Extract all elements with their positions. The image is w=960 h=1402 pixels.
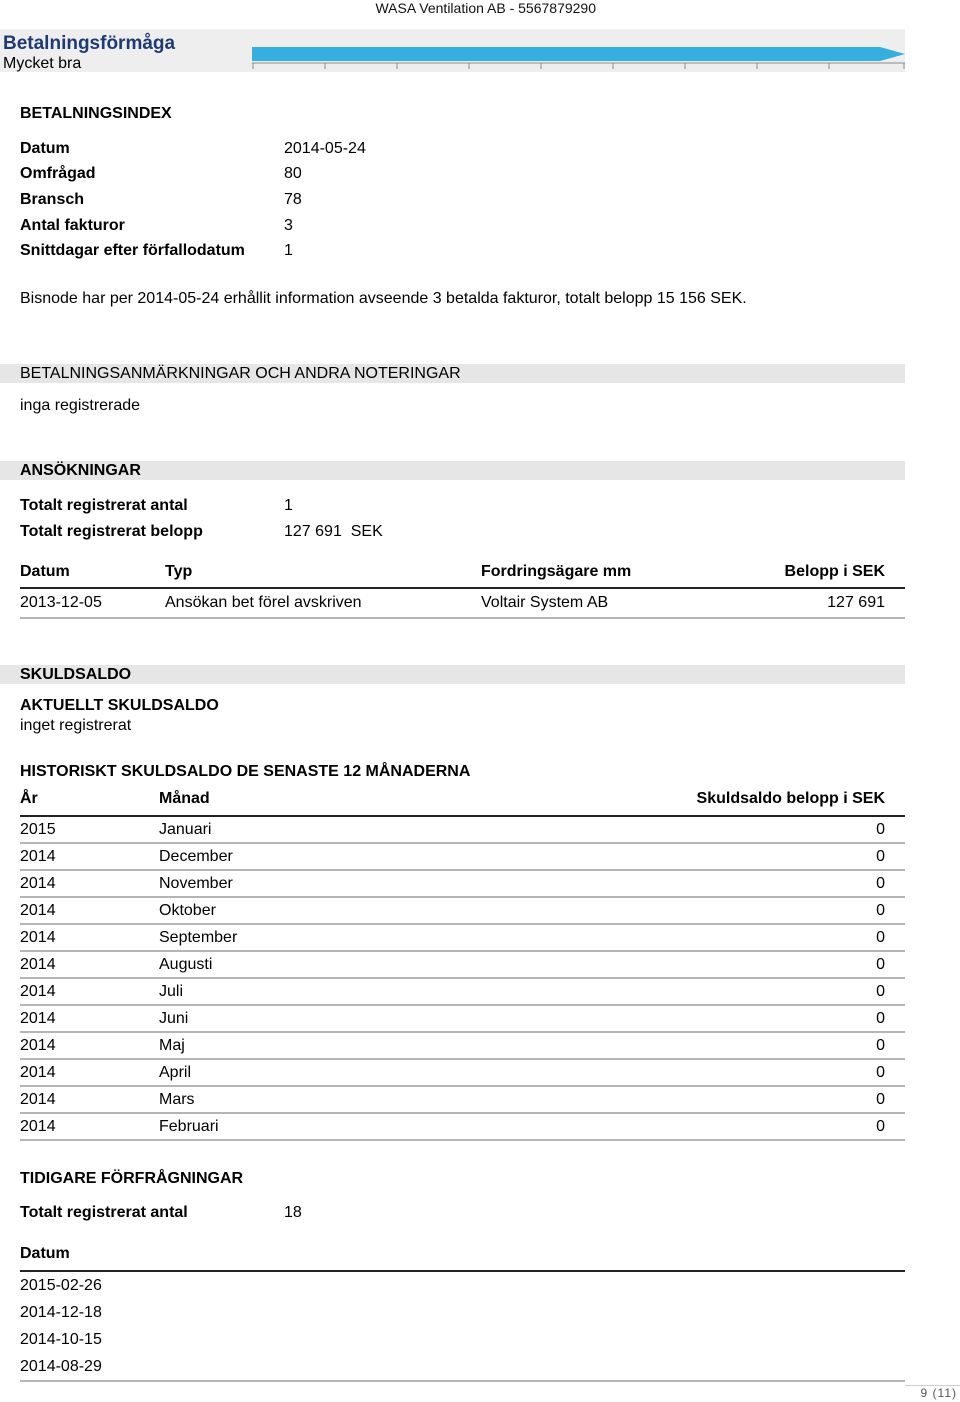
- cell-ar: 2014: [20, 978, 159, 1005]
- forfragningar-count-value: 18: [284, 1204, 302, 1221]
- ansokningar-title: ANSÖKNINGAR: [20, 462, 141, 479]
- index-value-datum: 2014-05-24: [284, 140, 366, 157]
- cell-manad: December: [159, 843, 559, 870]
- cell-belopp: 0: [559, 1059, 905, 1086]
- index-label-omfragad: Omfrågad: [20, 165, 96, 182]
- cell-ar: 2014: [20, 897, 159, 924]
- table-row: [20, 1005, 905, 1032]
- skuldsaldo-rows: [20, 816, 905, 1140]
- cell-manad: April: [159, 1059, 559, 1086]
- index-value-fakturor: 3: [284, 217, 293, 234]
- ansokningar-table: [20, 563, 905, 619]
- payment-ability-rating: Mycket bra: [3, 55, 82, 72]
- cell-manad: Juli: [159, 978, 559, 1005]
- cell-ar: 2014: [20, 1059, 159, 1086]
- index-label-fakturor: Antal fakturor: [20, 217, 125, 234]
- payment-ability-title: Betalningsförmåga: [3, 33, 176, 54]
- cell-ar: 2014: [20, 951, 159, 978]
- cell-manad: Juni: [159, 1005, 559, 1032]
- col-typ: Typ: [165, 563, 193, 580]
- cell-forfragan-datum: 2014-10-15: [20, 1330, 102, 1348]
- cell-manad: Maj: [159, 1032, 559, 1059]
- table-row: [20, 1059, 905, 1086]
- cell-typ: Ansökan bet förel avskriven: [165, 588, 481, 618]
- anmarkningar-title: BETALNINGSANMÄRKNINGAR OCH ANDRA NOTERINGAR: [20, 365, 461, 382]
- cell-manad: Februari: [159, 1113, 559, 1140]
- col-skuldsaldo: Skuldsaldo belopp i SEK: [696, 790, 885, 807]
- cell-manad: November: [159, 870, 559, 897]
- aktuellt-skuldsaldo-title: AKTUELLT SKULDSALDO: [20, 697, 219, 714]
- skuldsaldo-header-row: [20, 790, 905, 816]
- cell-belopp: 0: [559, 1086, 905, 1113]
- cell-ar: 2014: [20, 1005, 159, 1032]
- gauge-ticks: [253, 63, 904, 69]
- cell-manad: Januari: [159, 816, 559, 843]
- cell-fordringsagare: Voltair System AB: [481, 588, 741, 618]
- betalningsindex-title: BETALNINGSINDEX: [20, 105, 172, 122]
- index-label-bransch: Bransch: [20, 191, 85, 208]
- list-item: [20, 1271, 905, 1299]
- cell-belopp: 0: [559, 978, 905, 1005]
- col-fordringsagare: Fordringsägare mm: [481, 563, 632, 580]
- aktuellt-skuldsaldo-text: inget registrerat: [20, 717, 132, 734]
- cell-belopp: 0: [559, 951, 905, 978]
- ansokningar-header-row: [20, 563, 905, 588]
- ansokningar-count-value: 1: [284, 497, 293, 514]
- list-item: [20, 1299, 905, 1326]
- cell-manad: Mars: [159, 1086, 559, 1113]
- anmarkningar-section-bar: [0, 364, 905, 383]
- cell-ar: 2014: [20, 870, 159, 897]
- cell-forfragan-datum: 2014-08-29: [20, 1353, 905, 1381]
- table-row: [20, 843, 905, 870]
- col-forfragan-datum: Datum: [20, 1245, 70, 1262]
- cell-belopp: 0: [559, 1113, 905, 1140]
- cell-ar: 2014: [20, 924, 159, 951]
- list-item: [20, 1353, 905, 1381]
- index-value-bransch: 78: [284, 191, 302, 208]
- forfragningar-rows: [20, 1271, 905, 1381]
- index-label-datum: Datum: [20, 140, 70, 157]
- gauge-arrow: [880, 47, 905, 61]
- historiskt-skuldsaldo-title: HISTORISKT SKULDSALDO DE SENASTE 12 MÅNADERNA: [20, 763, 471, 780]
- cell-ar: 2014: [20, 843, 159, 870]
- rating-gauge: [252, 44, 905, 72]
- table-row: [20, 951, 905, 978]
- table-row: [20, 978, 905, 1005]
- cell-manad: September: [159, 924, 559, 951]
- cell-ar: 2014: [20, 1113, 159, 1140]
- forfragningar-title: TIDIGARE FÖRFRÅGNINGAR: [20, 1170, 244, 1187]
- ansokningar-section-bar: [0, 461, 905, 480]
- forfragningar-count-label: Totalt registrerat antal: [20, 1204, 188, 1221]
- cell-ar: 2014: [20, 1086, 159, 1113]
- cell-belopp: 0: [559, 924, 905, 951]
- cell-belopp: 0: [559, 897, 905, 924]
- table-row: [20, 1113, 905, 1140]
- skuldsaldo-title: SKULDSALDO: [20, 666, 132, 683]
- skuldsaldo-table: [20, 790, 905, 1141]
- table-row: [20, 588, 905, 618]
- col-datum: Datum: [20, 563, 70, 580]
- cell-ar: 2014: [20, 1032, 159, 1059]
- cell-belopp: 0: [559, 843, 905, 870]
- cell-belopp: 0: [559, 1005, 905, 1032]
- gauge-bar: [252, 47, 880, 61]
- list-item: [20, 1326, 905, 1353]
- table-row: [20, 924, 905, 951]
- cell-belopp: 0: [559, 1032, 905, 1059]
- table-row: [20, 816, 905, 843]
- col-ar: År: [20, 790, 38, 807]
- page-number: 9 (11): [920, 1386, 957, 1400]
- forfragningar-header-row: [20, 1245, 905, 1271]
- betalningsindex-note: Bisnode har per 2014-05-24 erhållit information avseende 3 betalda fakturor, totalt belopp 15 156 SEK.: [20, 290, 747, 307]
- index-value-omfragad: 80: [284, 165, 302, 182]
- cell-belopp: 0: [559, 816, 905, 843]
- cell-belopp: 0: [559, 870, 905, 897]
- ansokningar-amount-label: Totalt registrerat belopp: [20, 523, 203, 540]
- index-label-snittdagar: Snittdagar efter förfallodatum: [20, 242, 245, 259]
- cell-ar: 2015: [20, 816, 159, 843]
- col-belopp: Belopp i SEK: [784, 563, 885, 580]
- cell-manad: Augusti: [159, 951, 559, 978]
- anmarkningar-text: inga registrerade: [20, 397, 141, 414]
- skuldsaldo-section-bar: [0, 665, 905, 684]
- cell-datum: 2013-12-05: [20, 588, 165, 618]
- cell-forfragan-datum: 2014-12-18: [20, 1303, 102, 1321]
- col-manad: Månad: [159, 790, 210, 807]
- index-value-snittdagar: 1: [284, 242, 293, 259]
- table-row: [20, 897, 905, 924]
- table-row: [20, 870, 905, 897]
- cell-forfragan-datum: 2015-02-26: [20, 1276, 102, 1294]
- table-row: [20, 1086, 905, 1113]
- company-header: WASA Ventilation AB - 5567879290: [375, 0, 596, 16]
- cell-manad: Oktober: [159, 897, 559, 924]
- cell-belopp: 127 691: [741, 588, 905, 618]
- forfragningar-table: [20, 1245, 905, 1382]
- table-row: [20, 1032, 905, 1059]
- ansokningar-count-label: Totalt registrerat antal: [20, 497, 188, 514]
- ansokningar-amount-value: 127 691 SEK: [284, 523, 383, 540]
